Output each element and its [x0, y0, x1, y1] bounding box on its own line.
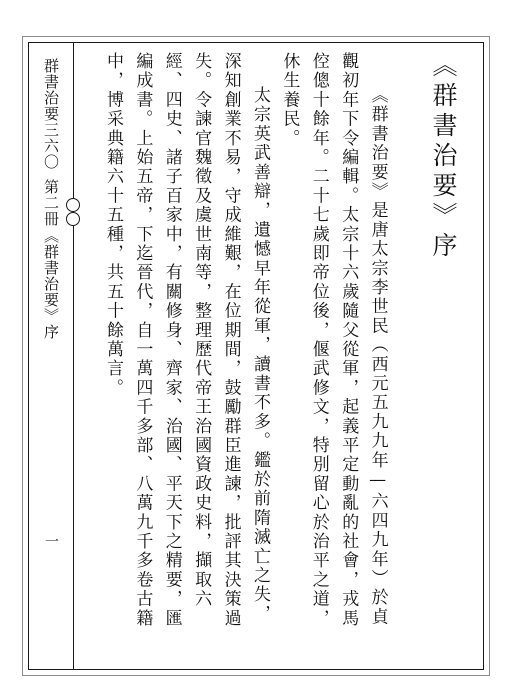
margin-book-title: 群書治要三六〇 [42, 58, 60, 170]
fish-tail-ornament-top [66, 198, 80, 212]
margin-section-title: 《群書治要》序 [42, 228, 60, 340]
margin-header [37, 58, 65, 227]
page-number: 一 [43, 534, 59, 549]
main-text [98, 52, 465, 630]
margin-volume: 第二冊 [42, 179, 60, 227]
paragraph: 休生養民。 [279, 52, 300, 148]
document-title: 《群書治要》序 [429, 52, 458, 262]
paragraph: 《群書治要》是唐太宗李世民（西元五九九年—六四九年）於貞觀初年下令編輯。太宗十六歲隨父從軍，起義平定動亂的社會，戎馬倥傯十餘年。二十七歲即帝位後，偃武修文，特別留心於治平之道， [308, 52, 388, 628]
paragraph: 太宗英武善辯，遺憾早年從軍，讀書不多。鑑於前隋滅亡之失，深知創業不易，守成維艱，在位期間，鼓勵群臣進諫，批評其決策過失。令諫官魏徵及虞世南等，整理歷代帝王治國資政史料，擷取六經、四史、諸子百家中，有關修身、齊家、治國、平天下之精要，匯編成書。上始五帝，下迄晉代，自一萬四千多部、八萬九千多卷古籍中，博采典籍六十五種，共五十餘萬言。 [102, 52, 270, 628]
margin-divider [73, 42, 74, 670]
fish-tail-ornament-bottom [66, 212, 80, 226]
